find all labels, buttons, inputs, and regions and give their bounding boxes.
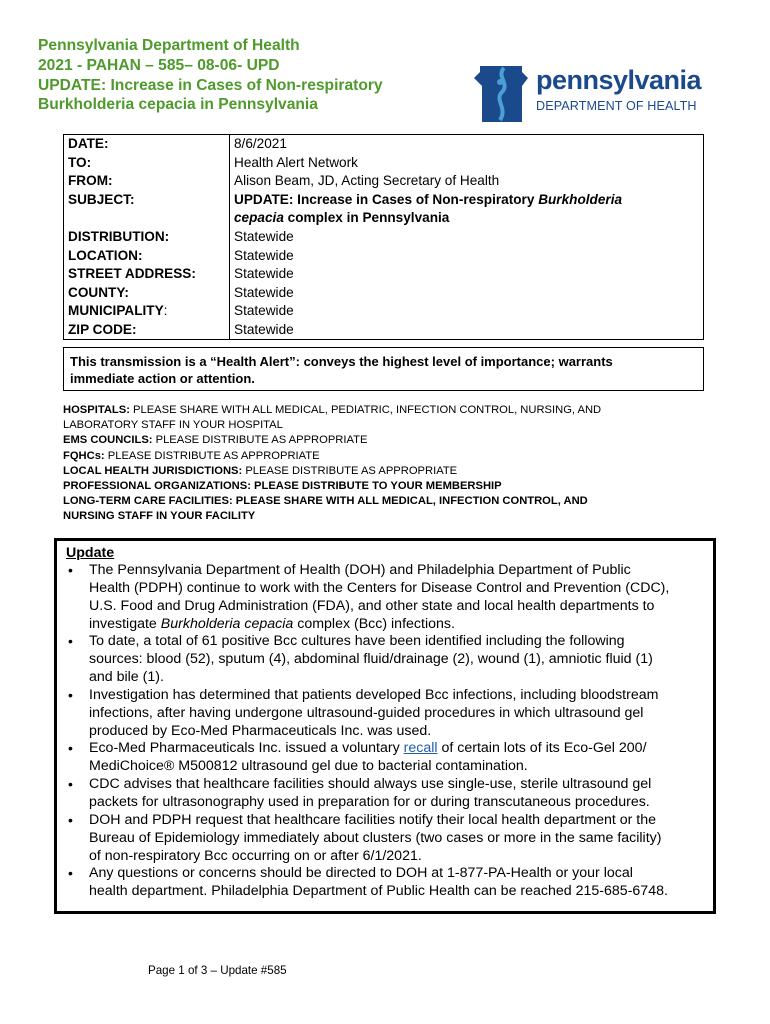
to-value: Health Alert Network	[234, 154, 358, 170]
dist-professional-orgs: PROFESSIONAL ORGANIZATIONS: PLEASE DISTRIBUTE TO YOUR MEMBERSHIP	[63, 480, 502, 493]
street-address-value: Statewide	[234, 266, 294, 282]
document-title	[38, 36, 468, 115]
bullet-dot-icon: •	[68, 686, 73, 703]
title-line-4: Burkholderia cepacia in Pennsylvania	[38, 96, 318, 114]
subject-line-1: UPDATE: Increase in Cases of Non-respiratory Burkholderia	[234, 191, 623, 207]
date-label: DATE:	[68, 136, 109, 151]
street-address-label: STREET ADDRESS:	[68, 266, 196, 282]
health-alert-notice	[63, 347, 704, 391]
list-item: • The Pennsylvania Department of Health (DOH) and Philadelphia Department of Public Health (PDPH) continue to work with the Centers for Disease Control and Prevention (CDC), U.S. Food and Drug Administration (FDA), and other state and local health departments to investigate Burkholderia cepacia complex (Bcc) infections.	[68, 562, 670, 632]
zip-code-label: ZIP CODE:	[68, 322, 137, 337]
bullet-dot-icon: •	[68, 562, 73, 578]
zip-code-value: Statewide	[234, 322, 294, 337]
distribution-list	[63, 403, 713, 525]
subject-label: SUBJECT:	[68, 191, 135, 207]
logo-wordmark: pennsylvania	[536, 65, 702, 95]
logo-subtitle: DEPARTMENT OF HEALTH	[536, 99, 697, 113]
title-line-3: UPDATE: Increase in Cases of Non-respiratory	[38, 76, 383, 94]
municipality-label: MUNICIPALITY:	[68, 303, 168, 319]
to-label: TO:	[68, 154, 92, 170]
dist-hospitals: HOSPITALS: PLEASE SHARE WITH ALL MEDICAL, PEDIATRIC, INFECTION CONTROL, NURSING, AND	[63, 404, 602, 416]
county-label: COUNTY:	[68, 284, 129, 300]
alert-line-2: immediate action or attention.	[70, 371, 255, 386]
dist-lhj: LOCAL HEALTH JURISDICTIONS: PLEASE DISTRIBUTE AS APPROPRIATE	[63, 464, 458, 477]
title-line-2: 2021 - PAHAN – 585– 08-06- UPD	[38, 56, 280, 74]
dist-ltc-line-2: NURSING STAFF IN YOUR FACILITY	[63, 510, 256, 523]
list-item: • Any questions or concerns should be directed to DOH at 1-877-PA-Health or your local health department. Philadelphia Department of Public Health can be reached 215-685-6748.	[68, 865, 668, 900]
dist-fqhc: FQHCs: PLEASE DISTRIBUTE AS APPROPRIATE	[63, 449, 320, 462]
bullet-dot-icon: •	[68, 740, 73, 757]
keystone-logo-icon	[470, 62, 532, 126]
update-section	[54, 538, 716, 914]
update-heading: Update	[66, 545, 115, 561]
list-item: • DOH and PDPH request that healthcare facilities notify their local health department or the Bureau of Epidemiology immediately about clusters (two cases or more in the same facility) of non-respiratory Bcc occurring on or after 6/1/2021.	[68, 811, 662, 864]
bullet-dot-icon: •	[68, 865, 73, 882]
page-footer: Page 1 of 3 – Update #585	[148, 964, 287, 977]
county-value: Statewide	[234, 284, 294, 300]
list-item: • Investigation has determined that patients developed Bcc infections, including bloodstream infections, after having undergone ultrasound-guided procedures in which ultrasound gel produced by Eco-Med Pharmaceuticals Inc. was used.	[68, 686, 659, 739]
from-value: Alison Beam, JD, Acting Secretary of Health	[234, 173, 500, 189]
pa-health-logo	[470, 62, 730, 126]
update-bullet-list	[57, 562, 713, 901]
subject-value	[234, 191, 694, 228]
bullet-dot-icon: •	[68, 633, 73, 650]
header-info-table	[63, 134, 704, 340]
alert-line-1: This transmission is a “Health Alert”: conveys the highest level of importance; warrants	[70, 354, 613, 369]
from-label: FROM:	[68, 173, 113, 189]
location-label: LOCATION:	[68, 247, 143, 263]
recall-link[interactable]: recall	[403, 740, 438, 757]
list-item: • CDC advises that healthcare facilities should always use single-use, sterile ultrasound gel packets for ultrasonography used in preparation for or during transcutaneous procedures.	[68, 776, 652, 810]
dist-ems: EMS COUNCILS: PLEASE DISTRIBUTE AS APPROPRIATE	[63, 434, 368, 447]
distribution-value: Statewide	[234, 229, 294, 244]
municipality-value: Statewide	[234, 303, 294, 319]
dist-hospitals-cont: LABORATORY STAFF IN YOUR HOSPITAL	[63, 419, 283, 432]
distribution-label: DISTRIBUTION:	[68, 229, 170, 244]
dist-ltc-line-1: LONG-TERM CARE FACILITIES: PLEASE SHARE WITH ALL MEDICAL, INFECTION CONTROL, AND	[63, 495, 588, 508]
bullet-dot-icon: •	[68, 811, 73, 828]
location-value: Statewide	[234, 247, 294, 263]
subject-line-2: cepacia complex in Pennsylvania	[234, 210, 450, 226]
list-item: • To date, a total of 61 positive Bcc cultures have been identified including the following sources: blood (52), sputum (4), abdominal fluid/drainage (2), wound (1), amniotic fluid (1) and bile (1).	[68, 633, 653, 686]
table-divider	[229, 135, 230, 339]
bullet-dot-icon: •	[68, 776, 73, 793]
list-item: • Eco-Med Pharmaceuticals Inc. issued a voluntary recall of certain lots of its Eco-Gel 200/ MediChoice® M500812 ultrasound gel due to bacterial contamination.	[68, 740, 647, 775]
date-value: 8/6/2021	[234, 136, 287, 151]
title-line-1: Pennsylvania Department of Health	[38, 37, 300, 54]
